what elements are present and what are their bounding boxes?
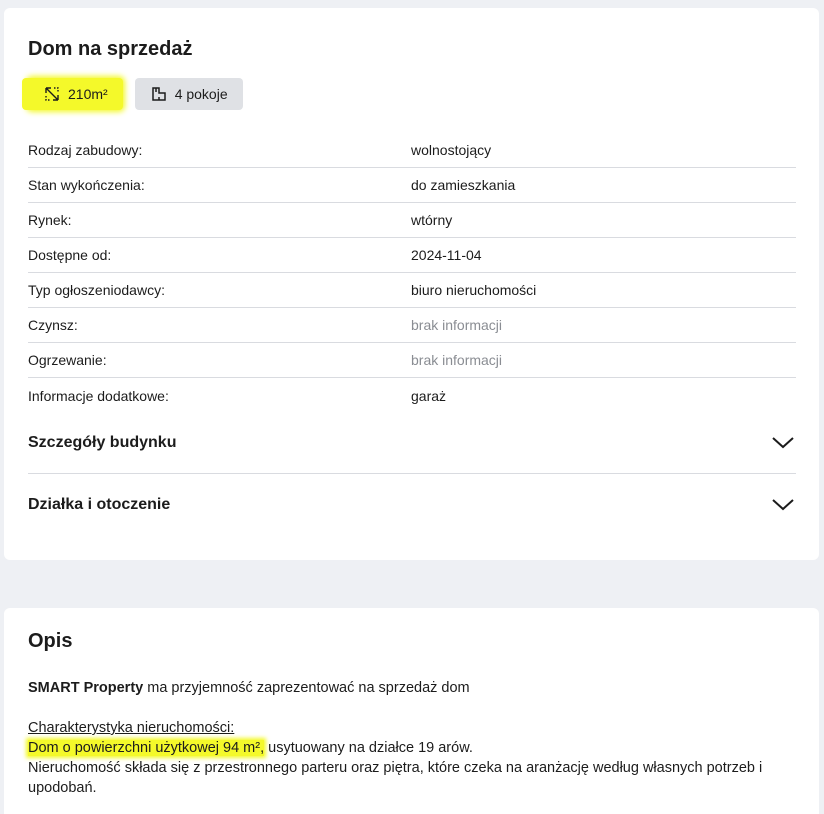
property-value: biuro nieruchomości bbox=[411, 282, 537, 298]
property-row bbox=[28, 203, 796, 238]
building-details-title: Szczegóły budynku bbox=[28, 433, 177, 451]
property-value: do zamieszkania bbox=[411, 177, 516, 193]
property-row bbox=[28, 343, 796, 378]
rooms-chip bbox=[135, 78, 243, 110]
property-value: 2024-11-04 bbox=[411, 247, 482, 263]
description-card bbox=[4, 608, 819, 814]
building-details-toggle[interactable] bbox=[28, 412, 796, 474]
area-resize-icon bbox=[44, 86, 60, 102]
listing-details-card bbox=[4, 8, 819, 560]
property-row bbox=[28, 168, 796, 203]
description-intro bbox=[28, 678, 788, 698]
chevron-down-icon[interactable] bbox=[772, 436, 796, 450]
rooms-chip-label: 4 pokoje bbox=[174, 86, 228, 102]
property-row bbox=[28, 133, 796, 168]
plot-surroundings-title: Działka i otoczenie bbox=[28, 496, 171, 513]
agency-name: SMART Property bbox=[28, 680, 144, 696]
description-line: Nieruchomość składa się z przestronnego parteru oraz piętra, które czeka na aranżację według własnych potrzeb i upodobań. bbox=[28, 760, 763, 796]
intro-text: ma przyjemność zaprezentować na sprzedaż dom bbox=[143, 680, 470, 696]
property-label: Stan wykończenia: bbox=[28, 177, 145, 193]
property-value: brak informacji bbox=[411, 317, 503, 333]
property-row bbox=[28, 238, 796, 273]
property-table bbox=[28, 133, 796, 413]
feature-chips bbox=[28, 78, 243, 110]
highlighted-area-text: Dom o powierzchni użytkowej 94 m², bbox=[28, 740, 265, 756]
property-value: brak informacji bbox=[411, 352, 503, 368]
property-value: wtórny bbox=[411, 212, 453, 228]
plot-size-text: usytuowany na działce 19 arów. bbox=[264, 740, 473, 756]
property-label: Czynsz: bbox=[28, 317, 78, 333]
property-label: Ogrzewanie: bbox=[28, 352, 107, 368]
area-chip-label: 210m² bbox=[68, 86, 108, 102]
property-value: wolnostojący bbox=[411, 142, 492, 158]
floor-plan-icon bbox=[151, 86, 167, 102]
description-line bbox=[28, 738, 788, 758]
area-chip bbox=[28, 78, 123, 110]
property-label: Dostępne od: bbox=[28, 247, 112, 263]
property-value: garaż bbox=[411, 387, 447, 404]
property-label: Typ ogłoszeniodawcy: bbox=[28, 282, 165, 298]
description-title: Opis bbox=[28, 630, 73, 652]
description-body bbox=[28, 678, 788, 798]
property-row bbox=[28, 308, 796, 343]
property-label: Rynek: bbox=[28, 212, 72, 228]
chevron-down-icon[interactable] bbox=[772, 498, 796, 512]
property-label: Rodzaj zabudowy: bbox=[28, 142, 143, 158]
property-row bbox=[28, 378, 796, 413]
characteristics-heading: Charakterystyka nieruchomości: bbox=[28, 720, 235, 736]
listing-title: Dom na sprzedaż bbox=[28, 38, 193, 60]
property-label: Informacje dodatkowe: bbox=[28, 387, 169, 404]
property-row bbox=[28, 273, 796, 308]
plot-surroundings-toggle[interactable] bbox=[28, 474, 796, 536]
